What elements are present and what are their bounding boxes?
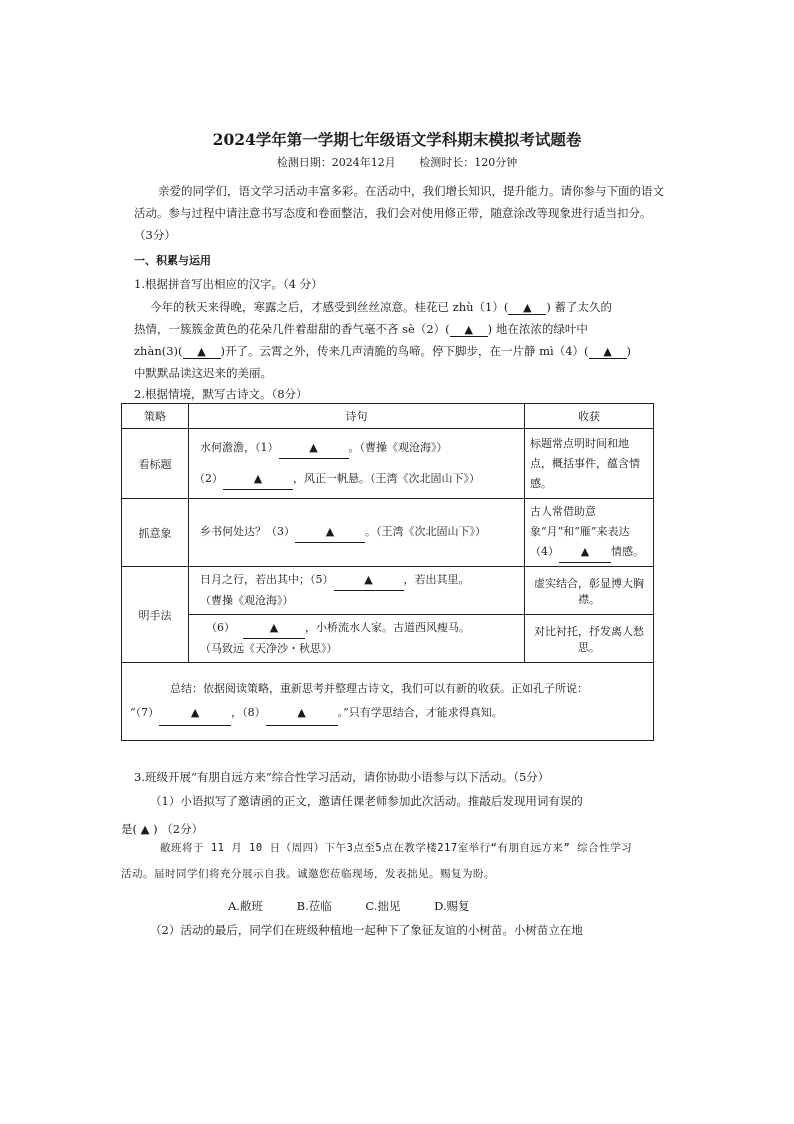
exam-meta bbox=[0, 154, 794, 170]
summary-line: 总结：依据阅读策略，重新思考并整理古诗文，我们可以有新的收获。正如孔子所说： bbox=[170, 682, 588, 695]
q1-text: zhàn(3)( bbox=[134, 344, 183, 358]
answer-blank-2[interactable] bbox=[450, 322, 488, 337]
gain-cell: 虚实结合，彰显博大胸襟。 bbox=[525, 567, 654, 615]
q1-text: )开了。云霄之外，传来几声清脆的鸟啼。停下脚步，在一片静 mì（4）( bbox=[220, 344, 589, 358]
strategy-label: 看标题 bbox=[122, 429, 189, 499]
q1-text: 热情，一簇簇金黄色的花朵几件着甜甜的香气毫不吝 sè（2）( bbox=[134, 322, 450, 336]
gain-cell bbox=[525, 499, 654, 567]
table-row bbox=[122, 499, 654, 567]
verse-cell bbox=[189, 567, 525, 615]
q3-stem: 3.班级开展“有朋自远方来”综合性学习活动，请你协助小语参与以下活动。（5分） bbox=[134, 770, 550, 784]
q1-text: ) 地在浓浓的绿叶中 bbox=[487, 322, 588, 336]
strategy-label: 抓意象 bbox=[122, 499, 189, 567]
answer-blank-q2-4[interactable] bbox=[559, 542, 611, 563]
option-list bbox=[228, 898, 500, 914]
answer-blank-q2-2[interactable] bbox=[223, 469, 293, 490]
q2-stem: 2.根据情境，默写古诗文。（8分） bbox=[134, 387, 308, 401]
header-gain: 收获 bbox=[525, 404, 654, 429]
option-c[interactable]: C.拙见 bbox=[365, 899, 401, 913]
summary-text: “（7） bbox=[130, 706, 160, 719]
page-title: 2024学年第一学期七年级语文学科期末模拟考试题卷 bbox=[212, 130, 582, 149]
section-heading: 一、积累与运用 bbox=[134, 254, 211, 267]
verse-text: （2） bbox=[194, 471, 223, 485]
q3-sub2: （2）活动的最后，同学们在班级种植地一起种下了象征友谊的小树苗。小树苗立在地 bbox=[150, 923, 583, 937]
q1-line-3 bbox=[134, 343, 631, 359]
q1-line-1 bbox=[150, 299, 612, 315]
verse-line bbox=[194, 438, 519, 459]
table-row bbox=[122, 615, 654, 663]
verse-text: ，若出其里。 bbox=[403, 573, 470, 586]
verse-cell bbox=[189, 429, 525, 499]
strategy-label: 明手法 bbox=[122, 567, 189, 663]
intro-paragraph: 亲爱的同学们，语文学习活动丰富多彩。在活动中，我们增长知识，提升能力。请你参与下面的语文活动。参与过程中请注意书写态度和卷面整洁，我们会对使用修正带，随意涂改等现象进行适当扣分。（3分） bbox=[134, 184, 664, 242]
summary-text: 。”只有学思结合，才能求得真知。 bbox=[337, 706, 503, 719]
q1-stem: 1.根据拼音写出相应的汉字。（4 分） bbox=[134, 277, 323, 291]
triangle-icon: ▲ bbox=[364, 573, 373, 586]
q1-text: 今年的秋天来得晚，寒露之后，才感受到丝丝凉意。桂花已 zhù（1）( bbox=[150, 300, 509, 314]
option-a[interactable]: A.敝班 bbox=[228, 899, 263, 913]
triangle-icon: ▲ bbox=[603, 345, 612, 358]
exam-date: 检测日期：2024年12月 bbox=[276, 156, 396, 169]
summary-cell bbox=[122, 663, 654, 741]
triangle-icon: ▲ bbox=[580, 545, 590, 558]
verse-text: 水何澹澹，（1） bbox=[200, 440, 279, 454]
verse-text: （6） bbox=[206, 621, 235, 634]
summary-line bbox=[130, 701, 645, 726]
header-verse: 诗句 bbox=[189, 404, 525, 429]
invitation-line-1: 敝班将于 11 月 10 日（周四）下午3点至5点在教学楼217室举行“有朋自远方来” 综合性学习 bbox=[160, 842, 633, 854]
triangle-icon: ▲ bbox=[297, 706, 306, 719]
q3-sub1-answer[interactable]: 是( ▲ ) （2分） bbox=[121, 822, 204, 836]
q1-text: ) 蓄了太久的 bbox=[546, 300, 612, 314]
answer-blank-q2-7[interactable] bbox=[159, 701, 231, 726]
answer-blank-q2-5[interactable] bbox=[334, 570, 404, 591]
verse-text: 日月之行，若出其中；（5） bbox=[200, 573, 334, 586]
verse-cell bbox=[189, 615, 525, 663]
q1-line-4: 中默默品读这迟来的美丽。 bbox=[134, 366, 272, 380]
verse-text: 。（王湾《次北固山下》） bbox=[365, 525, 486, 538]
gain-cell: 对比衬托，抒发离人愁思。 bbox=[525, 615, 654, 663]
answer-blank-1[interactable] bbox=[508, 300, 546, 315]
verse-text: ，小桥流水人家。古道西风瘦马。 bbox=[305, 621, 470, 634]
triangle-icon: ▲ bbox=[464, 323, 473, 336]
answer-blank-q2-6[interactable] bbox=[243, 618, 305, 639]
invitation-line-2: 活动。届时同学们将充分展示自我。诚邀您莅临现场，发表拙见。赐复为盼。 bbox=[121, 868, 495, 880]
q3-sub1: （1）小语拟写了邀请函的正文，邀请任课老师参加此次活动。推敲后发现用词有误的 bbox=[150, 794, 583, 808]
gain-text: 古人常借助意象“月”和“雁”来表达（4） bbox=[530, 505, 630, 558]
triangle-icon: ▲ bbox=[197, 345, 206, 358]
table-row bbox=[122, 567, 654, 615]
answer-blank-3[interactable] bbox=[183, 344, 221, 359]
answer-blank-q2-8[interactable] bbox=[266, 701, 338, 726]
triangle-icon: ▲ bbox=[269, 621, 279, 634]
answer-blank-4[interactable] bbox=[589, 344, 627, 359]
gain-cell: 标题常点明时间和地点，概括事件，蕴含情感。 bbox=[525, 429, 654, 499]
triangle-icon: ▲ bbox=[253, 471, 263, 485]
triangle-icon: ▲ bbox=[309, 440, 318, 454]
table-row bbox=[122, 429, 654, 499]
verse-source: （马致远《天净沙・秋思》） bbox=[200, 642, 338, 655]
q1-line-2 bbox=[134, 321, 588, 337]
answer-blank-q2-3[interactable] bbox=[295, 522, 365, 543]
verse-source: （曹操《观沧海》） bbox=[200, 594, 294, 607]
verse-cell bbox=[189, 499, 525, 567]
option-d[interactable]: D.赐复 bbox=[434, 899, 470, 913]
table-header-row bbox=[122, 404, 654, 429]
triangle-icon: ▲ bbox=[523, 301, 532, 314]
answer-blank-q2-1[interactable] bbox=[279, 438, 349, 459]
option-b[interactable]: B.莅临 bbox=[296, 899, 332, 913]
verse-text: ，风正一帆悬。（王湾《次北固山下》） bbox=[293, 471, 480, 485]
verse-line bbox=[194, 522, 519, 543]
poem-table bbox=[121, 403, 654, 741]
triangle-icon: ▲ bbox=[325, 525, 335, 538]
gain-text: 情感。 bbox=[611, 545, 644, 558]
verse-line bbox=[194, 618, 519, 639]
triangle-icon: ▲ bbox=[190, 706, 200, 719]
table-row bbox=[122, 663, 654, 741]
verse-line bbox=[194, 469, 519, 490]
summary-text: ，（8） bbox=[231, 706, 266, 719]
exam-duration: 检测时长：120分钟 bbox=[419, 156, 518, 169]
header-strategy: 策略 bbox=[122, 404, 189, 429]
verse-text: 乡书何处达？（3） bbox=[200, 525, 295, 538]
verse-text: 。（曹操《观沧海》） bbox=[348, 440, 448, 454]
q1-text: ) bbox=[626, 344, 632, 358]
verse-line bbox=[194, 570, 519, 591]
